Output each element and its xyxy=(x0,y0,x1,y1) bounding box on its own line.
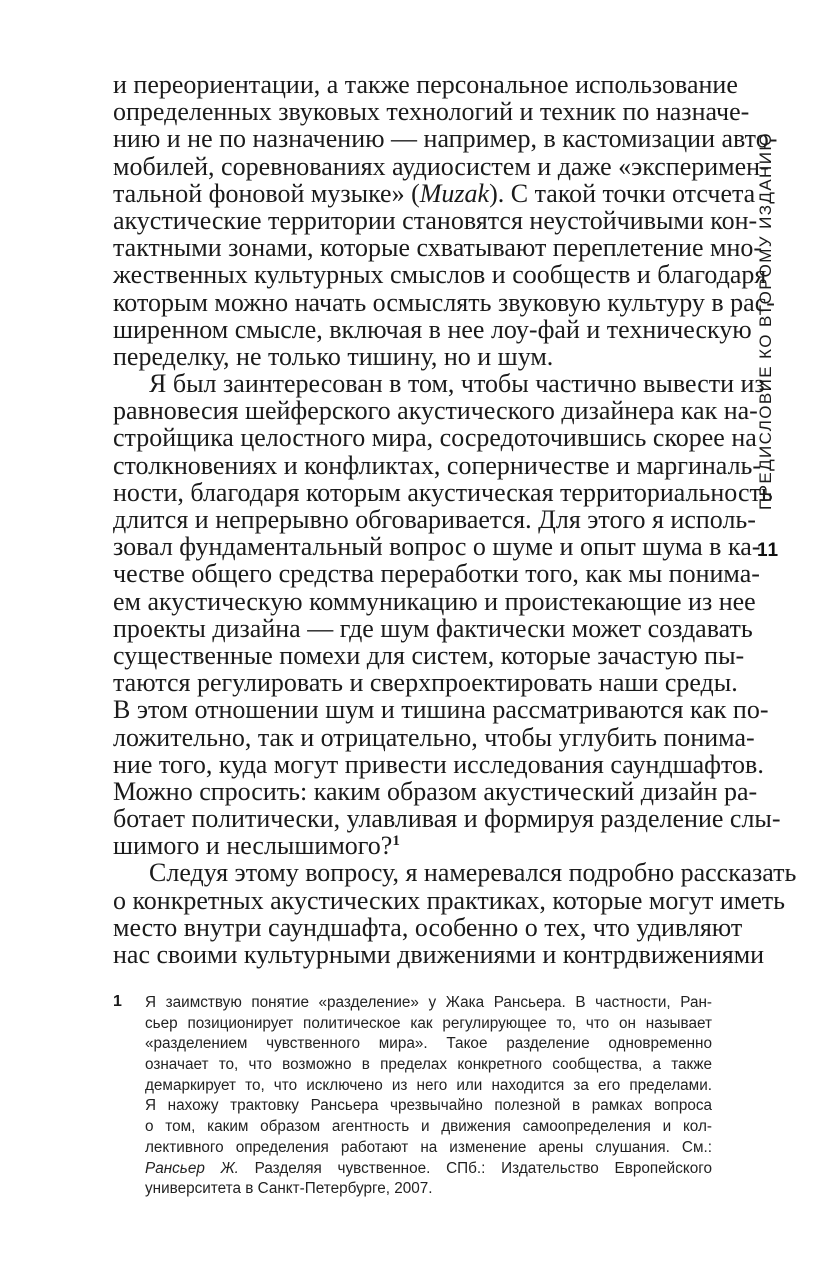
footnote-line: лективного определения работают на изменение арены слушания. См.: xyxy=(145,1138,712,1156)
text-line: мобилей, соревнованиях аудиосистем и даже «эксперимен- xyxy=(113,151,769,181)
text-line: честве общего средства переработки того, как мы понима- xyxy=(113,559,760,589)
footnote-line: Я нахожу трактовку Рансьера чрезвычайно полезной в рамках вопроса xyxy=(145,1097,712,1115)
text-line: В этом отношении шум и тишина рассматриваются как по- xyxy=(113,695,769,725)
text-line: ем акустическую коммуникацию и проистекающие из нее xyxy=(113,586,756,616)
text-segment: шимого и неслышимого? xyxy=(113,831,393,861)
text-line: и переориентации, а также персональное использование xyxy=(113,70,738,99)
text-line: столкновениях и конфликтах, соперничестве и маргиналь- xyxy=(113,450,762,480)
running-head: ПРЕДИСЛОВИЕ КО ВТОРОМУ ИЗДАНИЮ xyxy=(756,132,775,510)
text-line: стройщика целостного мира, сосредоточившись скорее на xyxy=(113,423,757,453)
text-line: ботает политически, улавливая и формируя разделение слы- xyxy=(113,804,781,834)
text-line: которым можно начать осмыслять звуковую культуру в рас- xyxy=(113,287,775,317)
text-line: место внутри саундшафта, особенно о тех, что удивляют xyxy=(113,912,743,942)
text-line: Я был заинтересован в том, чтобы частично вывести из xyxy=(149,369,765,399)
footnote-ref[interactable]: 1 xyxy=(392,833,400,850)
footnote-text xyxy=(145,993,712,1200)
text-line: тактными зонами, которые схватывают переплетение мно- xyxy=(113,233,763,263)
text-line: Следуя этому вопросу, я намеревался подробно рассказать xyxy=(149,858,797,888)
footnote-line: Я заимствую понятие «разделение» у Жака Рансьера. В частности, Ран- xyxy=(145,994,712,1011)
italic-term: Muzak xyxy=(419,178,490,208)
text-line: Можно спросить: каким образом акустический дизайн ра- xyxy=(113,776,758,806)
page-number: 11 xyxy=(757,540,780,561)
text-line: о конкретных акустических практиках, которые могут иметь xyxy=(113,885,786,915)
footnote-line: «разделением чувственного мира». Такое разделение одновременно xyxy=(145,1035,712,1053)
footnote-line: университета в Санкт-Петербурге, 2007. xyxy=(145,1180,433,1198)
text-line: определенных звуковых технологий и техник по назначе- xyxy=(113,97,750,127)
text-line: ложительно, так и отрицательно, чтобы углубить понима- xyxy=(113,722,755,752)
author-name: Рансьер Ж. xyxy=(145,1159,239,1177)
text-line: таются регулировать и сверхпроектировать наши среды. xyxy=(113,668,738,698)
text-line xyxy=(113,178,756,208)
text-line: ние того, куда могут привести исследования саундшафтов. xyxy=(113,749,764,779)
text-line: равновесия шейферского акустического дизайнера как на- xyxy=(113,396,758,426)
text-segment: ). С такой точки отсчета xyxy=(489,178,756,208)
text-line: акустические территории становятся неустойчивыми кон- xyxy=(113,205,758,235)
text-line xyxy=(113,832,711,859)
paragraph-3 xyxy=(113,858,797,969)
text-line: проекты дизайна — где шум фактически может создавать xyxy=(113,613,753,643)
text-line: зовал фундаментальный вопрос о шуме и опыт шума в ка- xyxy=(113,532,761,562)
footnote-line: о том, каким образом агентность и движения самоопределения и кол- xyxy=(145,1118,712,1136)
text-line: жественных культурных смыслов и сообществ и благодаря xyxy=(113,260,767,290)
footnote-line: означает то, что возможно в пределах конкретного сообщества, а также xyxy=(145,1056,712,1074)
text-segment: Разделяя чувственное. СПб.: Издательство Европейского xyxy=(238,1159,712,1177)
text-segment: тальной фоновой музыке» ( xyxy=(113,178,420,208)
text-line: существенные помехи для систем, которые зачастую пы- xyxy=(113,640,745,670)
text-line: нас своими культурными движениями и контрдвижениями xyxy=(113,940,765,969)
footnote-line xyxy=(145,1159,712,1180)
text-line: длится и непрерывно обговаривается. Для этого я исполь- xyxy=(113,505,756,534)
text-line: переделку, не только тишину, но и шум. xyxy=(113,341,554,371)
text-line: ширенном смысле, включая в нее лоу-фай и техническую xyxy=(113,314,752,344)
footnote-line: демаркирует то, что исключено из него или находится за его пределами. xyxy=(145,1076,712,1094)
text-line: нию и не по назначению — например, в кастомизации авто- xyxy=(113,124,778,154)
footnote-line: сьер позиционирует политическое как регулирующее то, что он называет xyxy=(145,1014,712,1032)
text-line: ности, благодаря которым акустическая территориальность xyxy=(113,477,773,507)
footnote-number: 1 xyxy=(113,993,122,1010)
